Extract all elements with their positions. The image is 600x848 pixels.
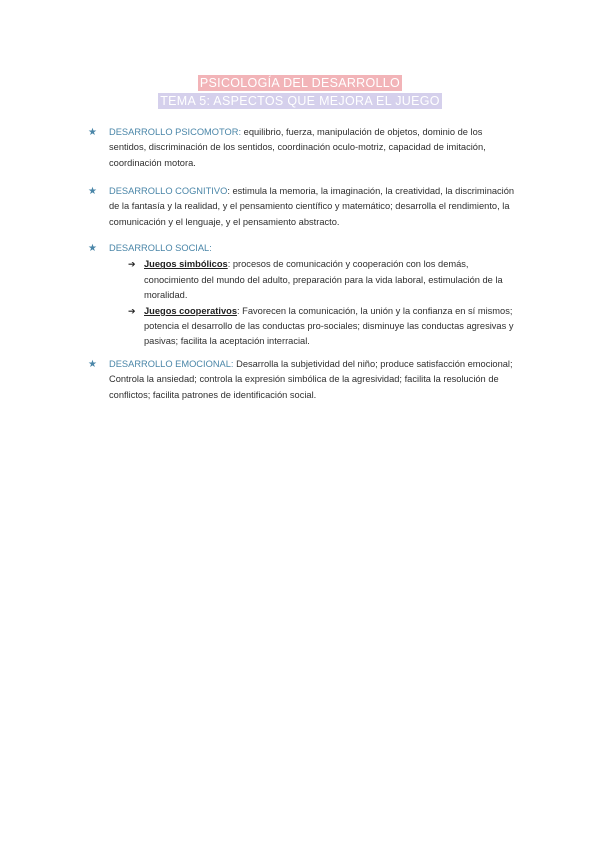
- section-cognitivo-heading: DESARROLLO COGNITIVO: [109, 186, 228, 196]
- document-subtitle: TEMA 5: ASPECTOS QUE MEJORA EL JUEGO: [160, 94, 440, 108]
- section-psicomotor-heading: DESARROLLO PSICOMOTOR:: [109, 127, 242, 137]
- list-item-juegos-simbolicos: [128, 257, 520, 303]
- section-emocional-text: Desarrolla la subjetividad del niño; produce satisfacción emocional; Controla la ansiedad; controla la expresión simbólica de la agresividad; facilita la resolución de conflictos; facilita patrones de identificación social.: [109, 359, 513, 400]
- social-sublist: [88, 257, 520, 349]
- juegos-simbolicos-text: : procesos de comunicación y cooperación con los demás, conocimiento del mundo del adulto, preparación para la vida laboral, estimulación de la moralidad.: [144, 259, 503, 301]
- juegos-cooperativos-text: : Favorecen la comunicación, la unión y la confianza en sí mismos; potencia el desarrollo de las conductas pro-sociales; disminuye las conductas agresivas y pasivas; facilita la aceptación interracial.: [144, 305, 514, 347]
- section-social-body: [109, 241, 520, 256]
- star-icon: ★: [88, 186, 97, 197]
- arrow-right-icon: ➔: [128, 259, 136, 270]
- section-emocional: [88, 357, 520, 403]
- star-icon: ★: [88, 127, 97, 138]
- section-psicomotor-body: [109, 125, 520, 171]
- juegos-cooperativos-label: Juegos cooperativos: [144, 305, 237, 316]
- section-emocional-heading: DESARROLLO EMOCIONAL:: [109, 359, 234, 369]
- section-cognitivo-text: : estimula la memoria, la imaginación, la creatividad, la discriminación de la fantasía y la realidad, y el pensamiento científico y matemático; desarrolla el rendimiento, la comunicación y el lenguaje, y el pensamiento abstracto.: [109, 186, 515, 227]
- section-emocional-body: [109, 357, 520, 403]
- section-cognitivo: [88, 184, 520, 230]
- document-title: PSICOLOGÍA DEL DESARROLLO: [199, 76, 401, 90]
- star-icon: ★: [88, 243, 97, 254]
- juegos-simbolicos-label: Juegos simbólicos: [144, 259, 228, 270]
- section-cognitivo-body: [109, 184, 520, 230]
- section-social-heading: DESARROLLO SOCIAL:: [109, 243, 212, 253]
- arrow-right-icon: ➔: [128, 305, 136, 316]
- star-icon: ★: [88, 359, 97, 370]
- title-block: [0, 74, 600, 110]
- list-item-juegos-cooperativos: [128, 304, 520, 350]
- section-social: [88, 241, 520, 350]
- section-psicomotor: [88, 125, 520, 171]
- section-psicomotor-text: equilibrio, fuerza, manipulación de objetos, dominio de los sentidos, discriminación de los sentidos, coordinación oculo-motriz, capacidad de imitación, coordinación motora.: [109, 127, 486, 168]
